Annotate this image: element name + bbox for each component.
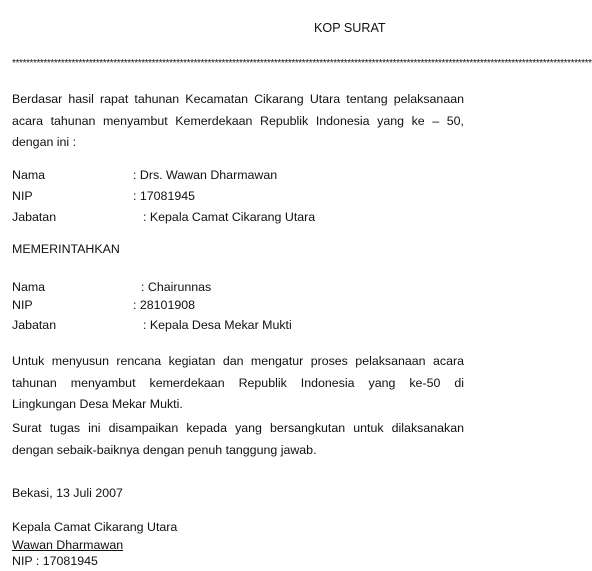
issuer-jabatan-value: : Kepala Camat Cikarang Utara [143,210,316,224]
place-date: Bekasi, 13 Juli 2007 [12,486,123,500]
recipient-jabatan-value: : Kepala Desa Mekar Mukti [143,318,292,332]
letterhead-title: KOP SURAT [314,21,386,35]
purpose-line-1: Untuk menyusun rencana kegiatan dan mengatur proses pelaksanaan acara [12,354,464,368]
issuer-jabatan-label: Jabatan [12,210,57,224]
closing-paragraph [12,418,464,461]
purpose-line-2: tahunan menyambut kemerdekaan Republik Indonesia yang ke-50 di [12,375,464,390]
signatory-title: Kepala Camat Cikarang Utara [12,520,178,534]
purpose-paragraph [12,351,464,416]
recipient-nama-label: Nama [12,280,46,294]
issuer-nip-value: : 17081945 [133,189,196,203]
recipient-nip-label: NIP [12,298,33,312]
issuer-nama-value: : Drs. Wawan Dharmawan [133,168,278,182]
recipient-jabatan-label: Jabatan [12,318,57,332]
signatory-nip: NIP : 17081945 [12,554,98,568]
separator-line: ********************************************************************************************************************************************************************** [12,58,592,69]
closing-line-1: Surat tugas ini disampaikan kepada yang bersangkutan untuk dilaksanakan [12,421,464,435]
issuer-nama-label: Nama [12,168,46,182]
intro-line-1: Berdasar hasil rapat tahunan Kecamatan Cikarang Utara tentang pelaksanaan [12,92,464,106]
intro-line-3: dengan ini : [12,135,77,149]
purpose-line-3: Lingkungan Desa Mekar Mukti. [12,397,183,411]
intro-paragraph [12,89,464,154]
signatory-name: Wawan Dharmawan [12,538,124,552]
intro-line-2: acara tahunan menyambut Kemerdekaan Republik Indonesia yang ke – 50, [12,113,464,128]
recipient-nama-value: : Chairunnas [141,280,212,294]
recipient-nip-value: : 28101908 [133,298,196,312]
issuer-nip-label: NIP [12,189,33,203]
closing-line-2: dengan sebaik-baiknya dengan penuh tanggung jawab. [12,442,317,457]
order-heading: MEMERINTAHKAN [12,242,120,256]
